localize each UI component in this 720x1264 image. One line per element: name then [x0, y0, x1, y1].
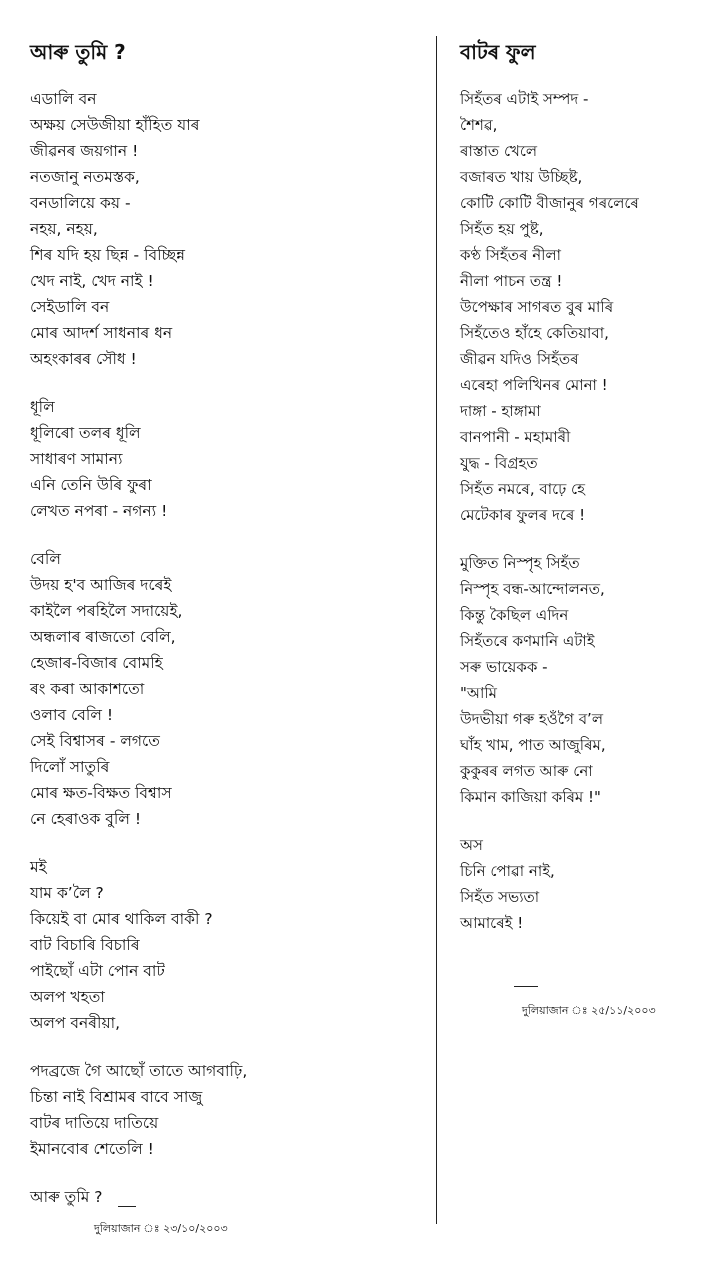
poem-line: অন্ধলাৰ ৰাজতো বেলি, [30, 628, 176, 646]
poem-line: লেখত নপৰা - নগন্য ! [30, 502, 168, 520]
poem-line: আমাৰেই ! [460, 914, 524, 932]
poem-line: সৰু ভায়েকক - [460, 658, 548, 676]
poem-line: অলপ খহতা [30, 988, 105, 1006]
poem-line: কিমান কাজিয়া কৰিম !" [460, 788, 601, 806]
poem-line: নহয়, নহয়, [30, 220, 98, 238]
poem-line: ওলাব বেলি ! [30, 706, 114, 724]
poem-title-left: আৰু তুমি ? [30, 40, 126, 64]
column-divider [436, 36, 437, 1224]
stanza [30, 394, 410, 524]
poem-line: এনি তেনি উৰি ফুৰা [30, 476, 152, 494]
poem-line: অক্ষয় সেউজীয়া হাঁহিত যাৰ [30, 116, 200, 134]
poem-line: হেজাৰ-বিজাৰ বোমহি [30, 654, 163, 672]
poem-line: দাঙ্গা - হাঙ্গামা [460, 402, 541, 420]
poem-left-body [30, 86, 410, 1210]
poem-line: অস [460, 836, 483, 854]
signature-right: দুলিয়াজান ঃ ২৫/১১/২০০৩ [522, 1004, 656, 1017]
signature-dash-left [118, 1206, 136, 1207]
stanza [460, 550, 710, 810]
poem-line: সিহঁতেও হাঁহে কেতিয়াবা, [460, 324, 609, 342]
poem-line: কণ্ঠ সিহঁতৰ নীলা [460, 246, 561, 264]
poem-title-right: বাটৰ ফুল [460, 40, 536, 64]
poem-line: ৰং কৰা আকাশতো [30, 680, 145, 698]
poem-left-column [30, 40, 410, 1232]
poem-line: উদয় হ'ব আজিৰ দৰেই [30, 576, 172, 594]
poem-line: মই [30, 858, 47, 876]
stanza [30, 86, 410, 372]
poem-line: সাধাৰণ সামান্য [30, 450, 123, 468]
poem-line: জীৱন যদিও সিহঁতৰ [460, 350, 579, 368]
poem-line: মোৰ ক্ষত-বিক্ষত বিশ্বাস [30, 784, 172, 802]
poem-line: সিহঁতৰ এটাই সম্পদ - [460, 90, 589, 108]
poem-line: অহংকাৰৰ সৌধ ! [30, 350, 137, 368]
poem-line: এৰেহা পলিখিনৰ মোনা ! [460, 376, 608, 394]
poem-line: সেই বিশ্বাসৰ - লগতে [30, 732, 160, 750]
poem-line: কোটি কোটি বীজানুৰ গৰলেৰে [460, 194, 639, 212]
poem-line: ৰাস্তাত খেলে [460, 142, 538, 160]
poem-line: বনডালিয়ে কয় - [30, 194, 131, 212]
poem-line: সিহঁতৰে কণমানি এটাই [460, 632, 595, 650]
poem-line: সেইডালি বন [30, 298, 110, 316]
poem-line: মুক্তিত নিস্পৃহ সিহঁত [460, 554, 580, 572]
poem-line: ঘাঁহ খাম, পাত আজুৰিম, [460, 736, 606, 754]
poem-line: ধূলিৰো তলৰ ধূলি [30, 424, 141, 442]
poem-line: ধূলি [30, 398, 55, 416]
poem-line: বাট বিচাৰি বিচাৰি [30, 936, 140, 954]
signature-dash-right [514, 986, 538, 987]
poem-line: চিনি পোৱা নাই, [460, 862, 555, 880]
poem-line: পাইছোঁ এটা পোন বাট [30, 962, 165, 980]
poem-line: কুকুৰৰ লগত আৰু নো [460, 762, 593, 780]
poem-line: চিন্তা নাই বিশ্ৰামৰ বাবে সাজু [30, 1088, 203, 1106]
poem-line: নিস্পৃহ বন্ধ-আন্দোলনত, [460, 580, 605, 598]
stanza [30, 546, 410, 832]
stanza [460, 832, 710, 936]
poem-line: অলপ বনৰীয়া, [30, 1014, 121, 1032]
poem-line: এডালি বন [30, 90, 97, 108]
poem-line: যুদ্ধ - বিগ্ৰহত [460, 454, 538, 472]
stanza [460, 86, 710, 528]
poem-line: বানপানী - মহামাৰী [460, 428, 571, 446]
poem-line: শিৰ যদি হয় ছিন্ন - বিচ্ছিন্ন [30, 246, 186, 264]
poem-line: সিহঁত সভ্যতা [460, 888, 540, 906]
poem-line: দিলোঁ সাতুৰি [30, 758, 110, 776]
poem-line: যাম কʼলৈ ? [30, 884, 104, 902]
poem-line: বাটৰ দাতিয়ে দাতিয়ে [30, 1114, 159, 1132]
poem-line: শৈশৱ, [460, 116, 498, 134]
poem-line: পদব্ৰজে গৈ আছোঁ তাতে আগবাঢ়ি, [30, 1062, 248, 1080]
stanza [30, 1184, 410, 1210]
stanza [30, 854, 410, 1036]
stanza [30, 1058, 410, 1162]
poem-line: বেলি [30, 550, 61, 568]
poem-line: আৰু তুমি ? [30, 1188, 103, 1206]
poem-right-column [460, 40, 710, 958]
poem-line: উদভীয়া গৰু হওঁগৈ বʼল [460, 710, 603, 728]
poem-line: নতজানু নতমস্তক, [30, 168, 140, 186]
poem-line: নে হেৰাওক বুলি ! [30, 810, 142, 828]
poem-line: মেটেকাৰ ফুলৰ দৰে ! [460, 506, 586, 524]
poem-line: ইমানবোৰ শেতেলি ! [30, 1140, 154, 1158]
poem-line: নীলা পাচন তন্ত্ৰ ! [460, 272, 563, 290]
poem-line: "আমি [460, 684, 498, 702]
poem-line: সিহঁত নমৰে, বাঢ়ে হে [460, 480, 586, 498]
poem-line: কিন্তু কৈছিল এদিন [460, 606, 569, 624]
poem-line: উপেক্ষাৰ সাগৰত বুৰ মাৰি [460, 298, 614, 316]
poem-line: জীৱনৰ জয়গান ! [30, 142, 139, 160]
poem-line: কিয়েই বা মোৰ থাকিল বাকী ? [30, 910, 213, 928]
poem-line: মোৰ আদৰ্শ সাধনাৰ ধন [30, 324, 173, 342]
signature-left: দুলিয়াজান ঃ ২৩/১০/২০০৩ [94, 1222, 228, 1235]
poem-line: খেদ নাই, খেদ নাই ! [30, 272, 154, 290]
poem-right-body [460, 86, 710, 936]
poem-line: কাইলৈ পৰহিলৈ সদায়েই, [30, 602, 183, 620]
poem-line: সিহঁত হয় পুষ্ট, [460, 220, 544, 238]
poem-line: বজাৰত খায় উচ্ছিষ্ট, [460, 168, 583, 186]
